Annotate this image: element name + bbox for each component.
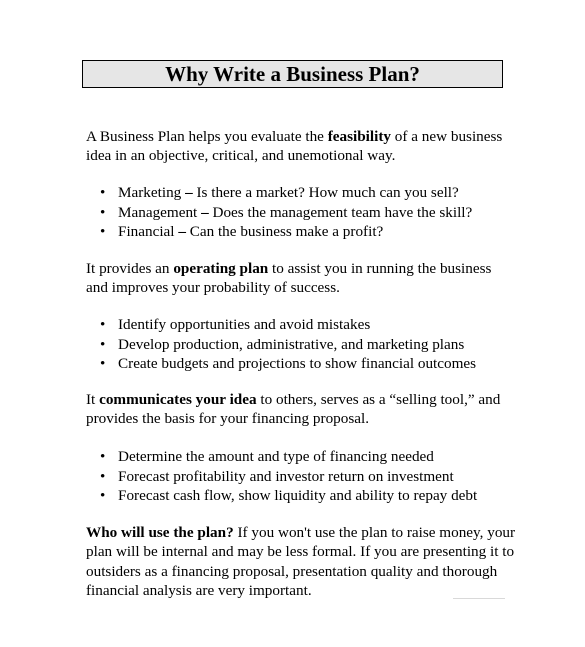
para3-bold-term: communicates your idea [99,391,257,408]
list-item [100,203,530,223]
intro-text-end: of a new business idea in an objective, critical, and unemotional way. [86,128,503,165]
list-item-dash: – [174,223,186,240]
list-item [100,183,530,203]
bullet-icon: • [100,467,106,485]
bullet-icon: • [100,487,106,504]
list-item [100,467,530,487]
list-item-dash: – [181,184,193,201]
intro-text-start: A Business Plan helps you evaluate the [86,128,328,145]
bullet-icon: • [100,335,106,353]
list-item-label: Financial [118,223,175,240]
list-item-text: Forecast profitability and investor return on investment [118,467,454,485]
list-item-text: Does the management team have the skill? [208,203,473,221]
list-item [100,354,530,374]
para3-text-start: It [86,391,100,408]
list-item [100,222,530,242]
list-item-text: Determine the amount and type of financing needed [118,448,434,465]
list-item [100,486,530,506]
list-item [100,335,530,355]
para2-text-end: to assist you in running the business and improves your probability of success. [86,260,492,297]
evaluation-list [100,183,530,242]
list-item-label: Marketing [118,184,182,201]
operating-plan-paragraph [86,259,516,298]
operating-list [100,315,530,374]
list-item-text: Create budgets and projections to show financial outcomes [118,355,477,372]
financing-list [100,447,530,506]
intro-bold-term: feasibility [327,128,391,145]
list-item-text: Can the business make a profit? [185,223,384,240]
list-item [100,447,530,467]
list-item-text: Is there a market? How much can you sell? [192,184,459,201]
para2-text-start: It provides an [86,260,174,277]
bullet-icon: • [100,203,106,221]
para2-bold-term: operating plan [173,260,269,277]
bullet-icon: • [100,184,106,201]
communicates-paragraph [86,390,516,429]
intro-paragraph [86,127,516,166]
list-item-text: Identify opportunities and avoid mistakes [118,316,371,333]
page-title: Why Write a Business Plan? [82,60,503,88]
who-uses-paragraph [86,523,516,600]
divider [453,598,505,599]
para4-bold-term: Who will use the plan? [86,524,234,541]
para3-text-end: to others, serves as a “selling tool,” and provides the basis for your financing proposal. [86,391,501,428]
para4-text: If you won't use the plan to raise money, your plan will be internal and may be less formal. If you are presenting it to outsiders as a financing proposal, presentation quality and thorough financial analysis are very important. [86,524,516,599]
bullet-icon: • [100,355,106,372]
list-item-text: Forecast cash flow, show liquidity and ability to repay debt [118,487,478,504]
list-item-dash: – [197,203,209,221]
list-item-label: Management [118,203,198,221]
list-item [100,315,530,335]
bullet-icon: • [100,316,106,333]
list-item-text: Develop production, administrative, and marketing plans [118,335,465,353]
bullet-icon: • [100,448,106,465]
bullet-icon: • [100,223,106,240]
